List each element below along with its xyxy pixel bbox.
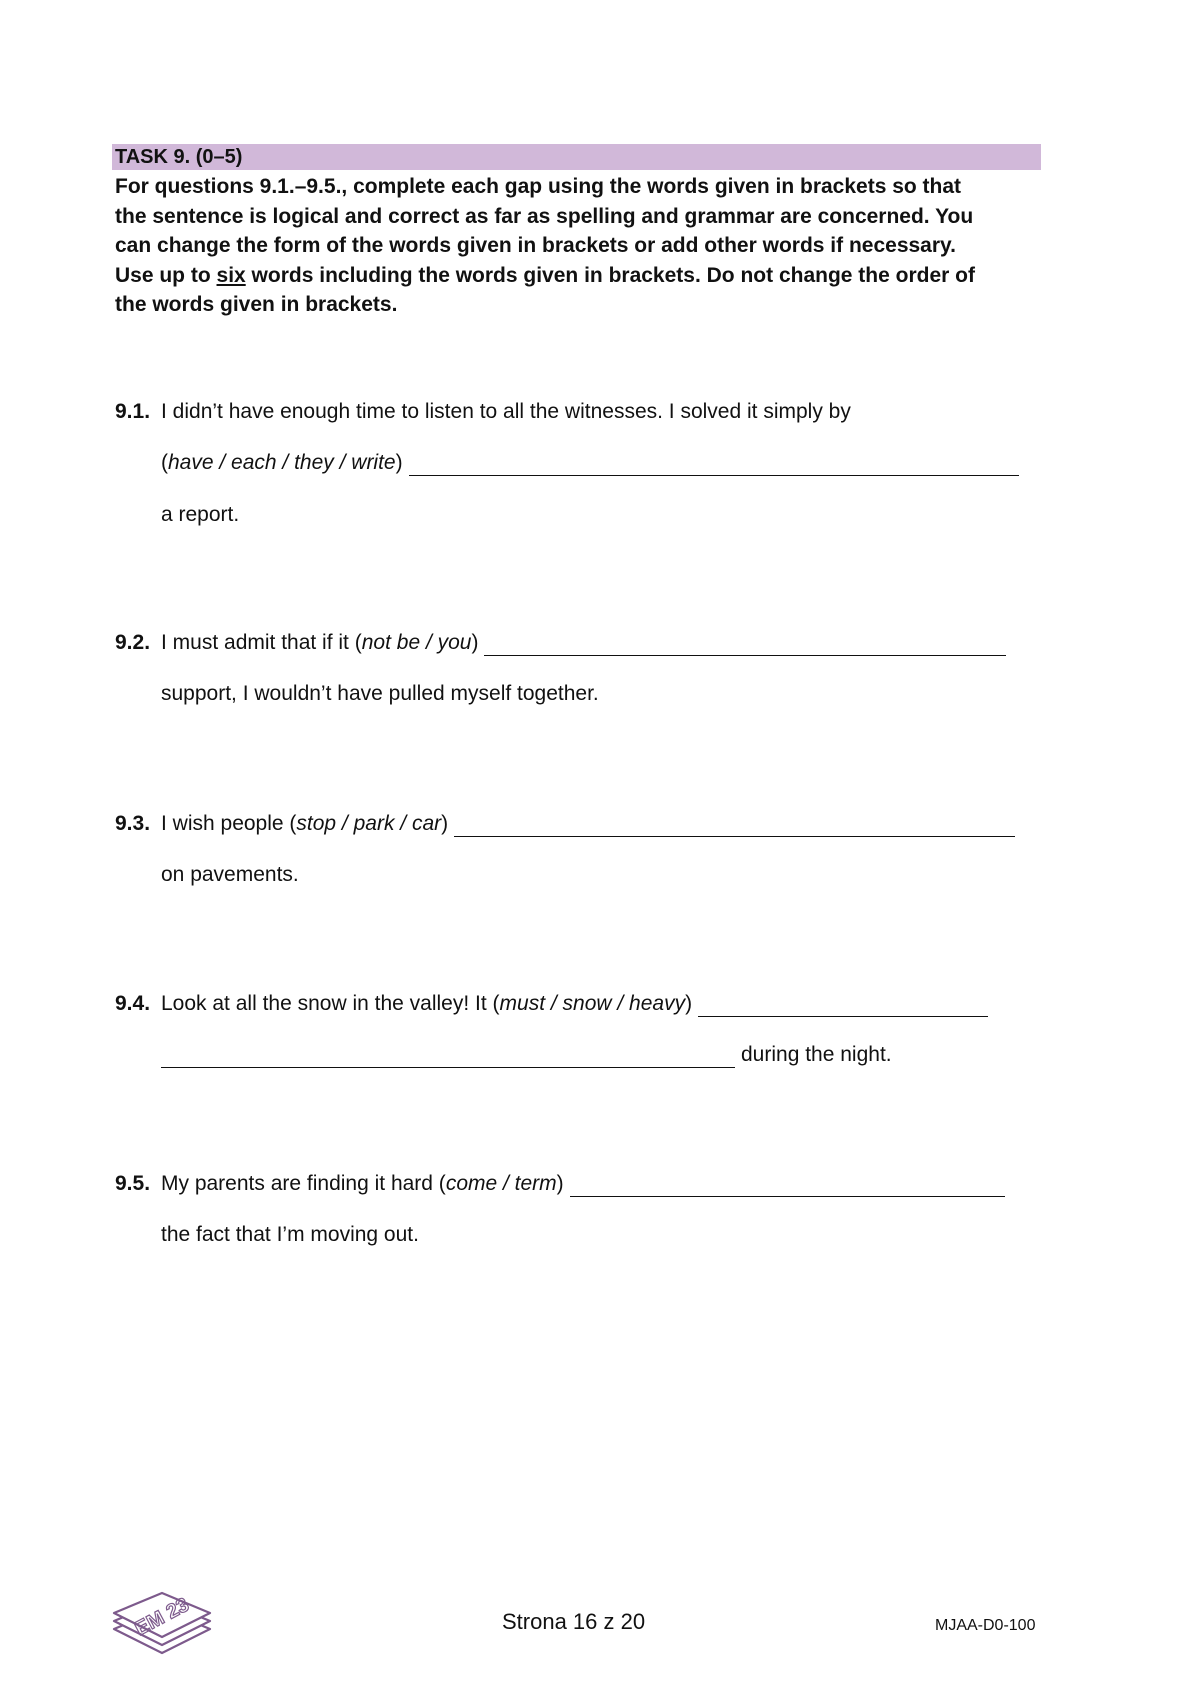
question-text: support, I wouldn’t have pulled myself together.	[161, 682, 599, 705]
question-number: 9.2.	[115, 631, 151, 654]
question-line	[161, 811, 1015, 837]
question-text: I didn’t have enough time to listen to all the witnesses. I solved it simply by	[161, 400, 851, 423]
prompt-words: have / each / they / write	[168, 451, 396, 474]
answer-gap-9-3[interactable]	[454, 814, 1015, 837]
exam-code: MJAA-D0-100	[935, 1617, 1036, 1634]
bracket: (	[161, 451, 168, 474]
answer-gap-9-4-continued[interactable]	[161, 1045, 735, 1068]
question-text: I wish people (	[161, 812, 297, 835]
prompt-words: must / snow / heavy	[499, 992, 686, 1015]
bracket: )	[395, 451, 403, 474]
question-number: 9.5.	[115, 1172, 151, 1195]
instruction-line	[115, 261, 1055, 291]
instruction-line: the sentence is logical and correct as far as spelling and grammar are concerned. You	[115, 204, 974, 228]
question-number: 9.1.	[115, 400, 151, 423]
instruction-text: Use up to	[115, 263, 217, 287]
question-line	[161, 991, 988, 1017]
question-number: 9.3.	[115, 812, 151, 835]
bracket: )	[556, 1172, 564, 1195]
question-text: a report.	[161, 503, 240, 526]
question-line	[161, 1171, 1005, 1197]
instruction-line: can change the form of the words given in brackets or add other words if necessary.	[115, 234, 956, 257]
exam-logo	[110, 1585, 214, 1657]
bracket: )	[685, 992, 693, 1015]
task-instructions	[115, 172, 1055, 320]
question-text: on pavements.	[161, 863, 299, 886]
question-line	[161, 1042, 892, 1068]
page-number: Strona 16 z 20	[502, 1609, 646, 1634]
prompt-words: not be / you	[361, 631, 472, 654]
question-number: 9.4.	[115, 992, 151, 1015]
bracket: )	[441, 812, 449, 835]
answer-gap-9-2[interactable]	[484, 633, 1006, 656]
answer-gap-9-5[interactable]	[570, 1174, 1005, 1197]
bracket: )	[471, 631, 479, 654]
question-text: during the night.	[741, 1043, 892, 1066]
instruction-line: the words given in brackets.	[115, 293, 398, 316]
prompt-words: come / term	[445, 1172, 557, 1195]
question-text: Look at all the snow in the valley! It (	[161, 992, 500, 1015]
logo-text: EM 23	[131, 1593, 193, 1641]
question-line	[161, 630, 1006, 656]
question-line	[161, 450, 1019, 476]
prompt-words: stop / park / car	[296, 812, 442, 835]
task-header: TASK 9. (0–5)	[112, 144, 1041, 170]
question-text: the fact that I’m moving out.	[161, 1223, 419, 1246]
question-text: My parents are finding it hard (	[161, 1172, 446, 1195]
instruction-emphasis: six	[216, 263, 246, 287]
instruction-line: For questions 9.1.–9.5., complete each gap using the words given in brackets so that	[115, 175, 962, 198]
question-text: I must admit that if it (	[161, 631, 362, 654]
instruction-text: words including the words given in brackets. Do not change the order of	[245, 263, 975, 287]
answer-gap-9-1[interactable]	[409, 453, 1019, 476]
answer-gap-9-4[interactable]	[698, 994, 988, 1017]
